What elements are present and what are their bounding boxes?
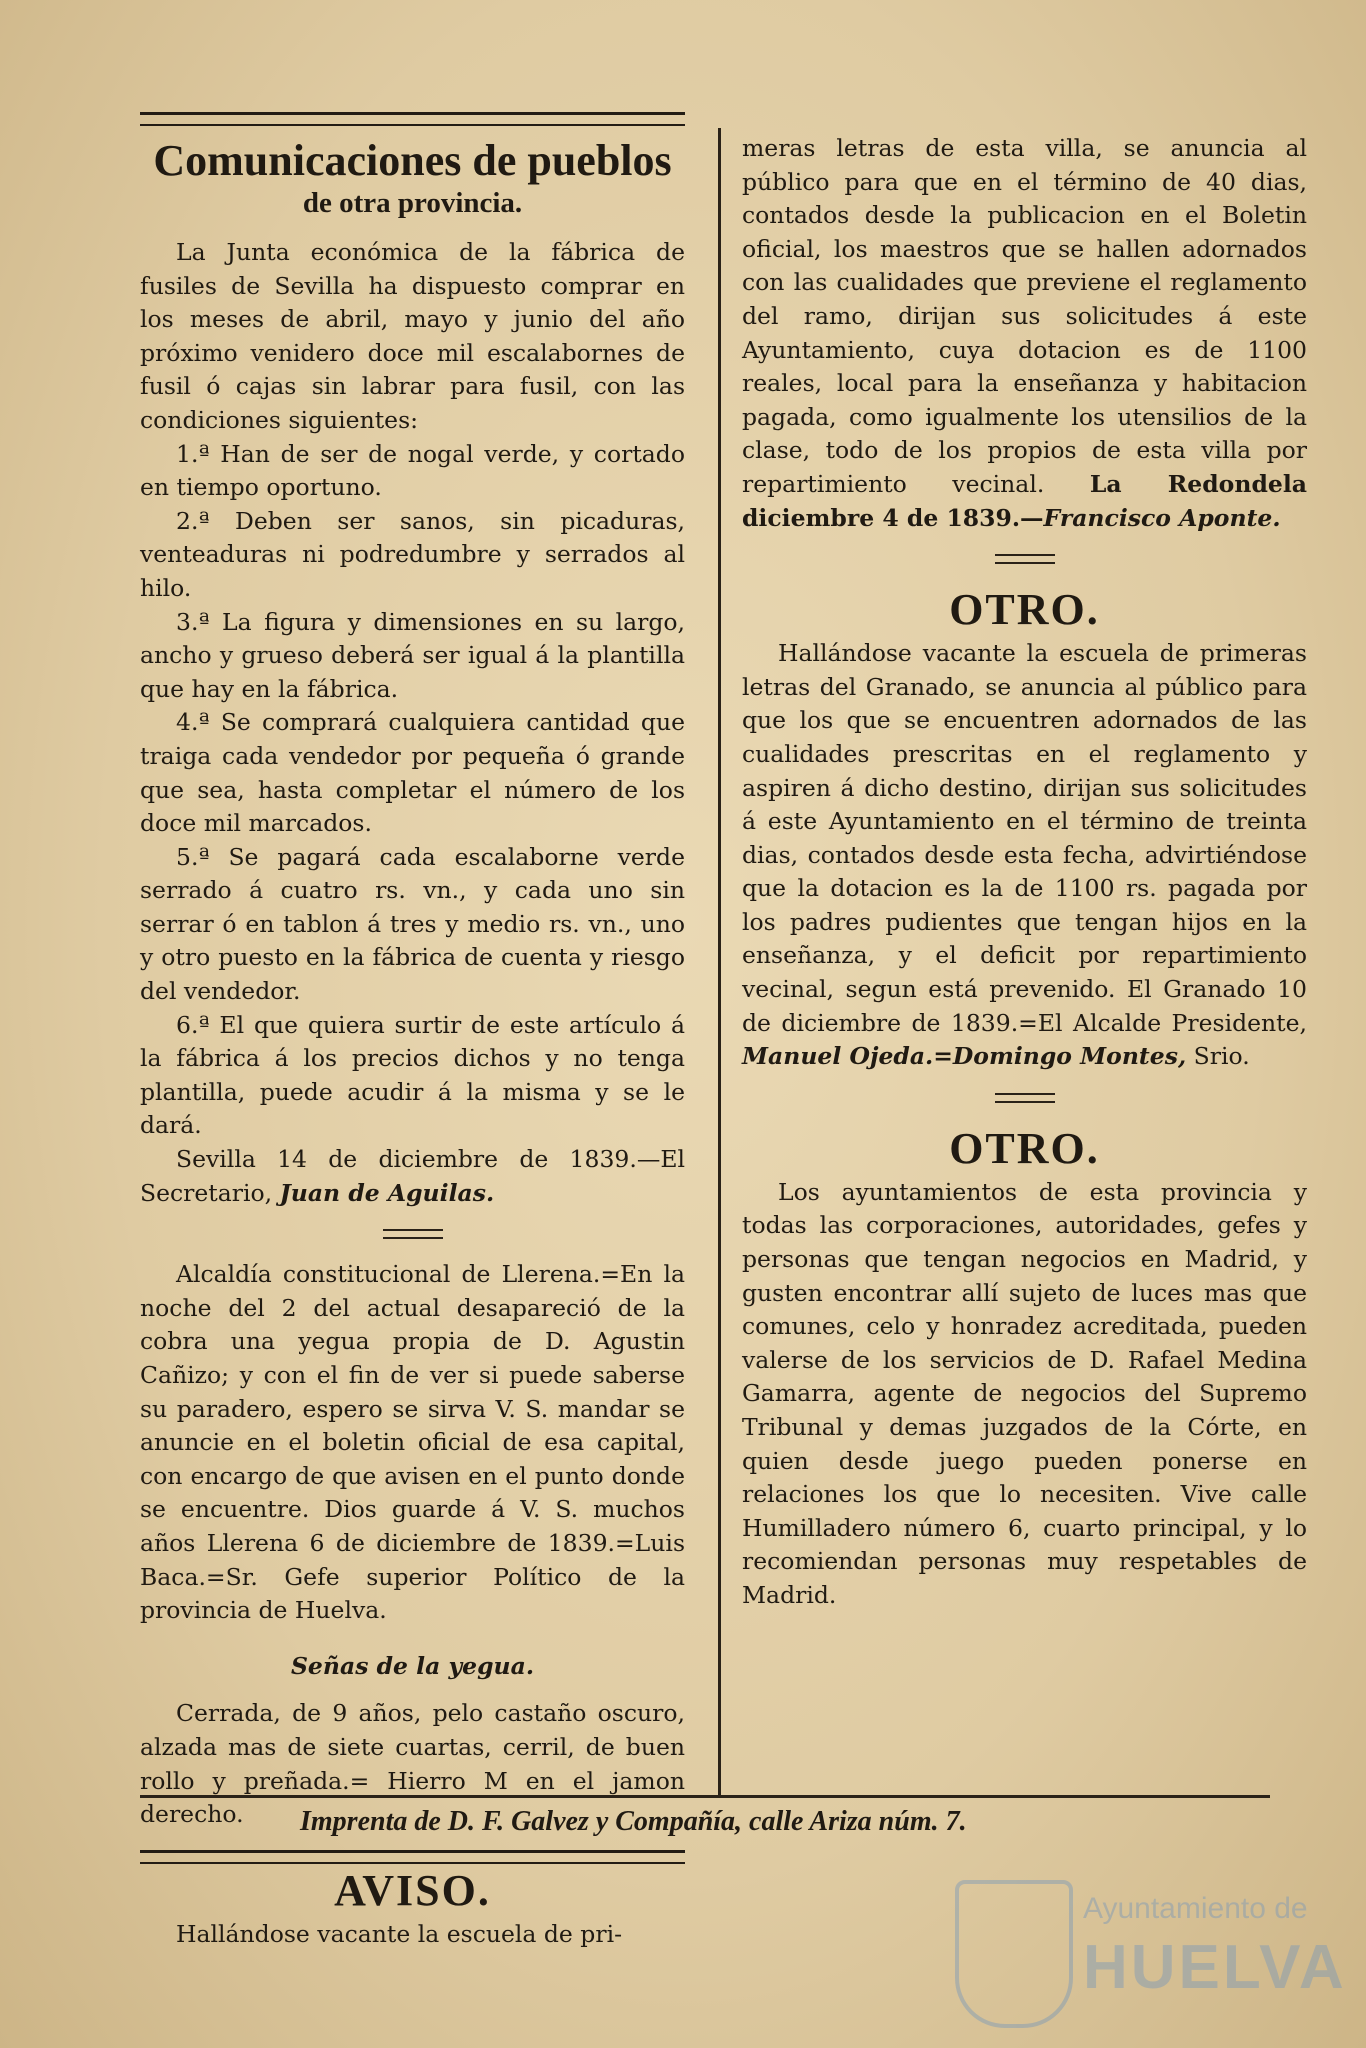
aviso-text: Hallándose vacante la escuela de pri- [176,1919,623,1948]
coat-of-arms-icon [955,1880,1073,2028]
condition-4: 4.ª Se comprará cualquiera cantidad que traiga cada vendedor por pequeña ó grande que sea, hasta completar el número de los doce mil marcados. [140,708,685,838]
junta-closing [140,1143,685,1210]
condition-6: 6.ª El que quiera surtir de este artículo á la fábrica á los precios dichos y no tenga plantilla, puede acudir á la misma y se le dará. [140,1010,685,1140]
left-column [140,112,685,1951]
closing-text: Sevilla 14 de diciembre de 1839.—El Secretario, [140,1145,685,1207]
aviso-double-rule [140,1850,685,1864]
watermark-line-2: HUELVA [1083,1933,1347,2002]
condition-5: 5.ª Se pagará cada escalaborne verde serrado á cuatro rs. vn., y cada uno sin serrar ó en tablon á tres y medio rs. vn., uno y otro puesto en la fábrica de cuenta y riesgo del vendedor. [140,842,685,1006]
separator [742,1074,1307,1122]
senas-text: Cerrada, de 9 años, pelo castaño oscuro, alzada mas de siete cuartas, cerril, de buen rollo y preñada.= Hierro M en el jamon derecho. [140,1699,685,1829]
junta-intro: La Junta económica de la fábrica de fusiles de Sevilla ha dispuesto comprar en los meses de abril, mayo y junio del año próximo venidero doce mil escalabornes de fusil ó cajas sin labrar para fusil, con las condiciones siguientes: [140,238,685,434]
granado-signature: Manuel Ojeda.=Domingo Montes, [742,1042,1187,1071]
separator [742,535,1307,583]
separator [140,1210,685,1258]
section-title: Comunicaciones de pueblos [153,136,672,185]
redondela-close: La Redondela diciembre 4 de 1839.— [742,469,1307,532]
watermark [955,1880,1347,2030]
column-divider [718,128,721,1796]
otro-title-2: OTRO. [949,1123,1100,1173]
condition-3: 3.ª La figura y dimensiones en su largo, ancho y grueso deberá ser igual á la plantilla que hay en la fábrica. [140,607,685,703]
agent-notice: Los ayuntamientos de esta provincia y todas las corporaciones, autoridades, gefes y personas que tengan negocios en Madrid, y gusten encontrar allí sujeto de luces mas que comunes, celo y honradez acreditada, pueden valerse de los servicios de D. Rafael Medina Gamarra, agente de negocios del Supremo Tribunal y demas juzgados de la Córte, en quien desde juego pueden ponerse en relaciones los que lo necesiten. Vive calle Humilladero número 6, cuarto principal, y lo recomiendan personas muy respetables de Madrid. [742,1177,1307,1609]
signature: Juan de Aguilas. [279,1178,495,1207]
redondela-signature: Francisco Aponte. [1043,503,1281,532]
top-double-rule [140,112,685,126]
granado-end: Srio. [1193,1042,1250,1071]
aviso-title: AVISO. [334,1865,491,1915]
llerena-notice: Alcaldía constitucional de Llerena.=En la noche del 2 del actual desapareció de la cobra una yegua propia de D. Agustin Cañizo; y con el fin de ver si puede saberse su paradero, espero se sirva V. S. mandar se anuncie en el boletin oficial de esa capital, con encargo de que avisen en el punto donde se encuentre. Dios guarde á V. S. muchos años Llerena 6 de diciembre de 1839.=Luis Baca.=Sr. Gefe superior Político de la provincia de Huelva. [140,1260,685,1625]
otro-title-1: OTRO. [949,585,1100,635]
condition-1: 1.ª Han de ser de nogal verde, y cortado en tiempo oportuno. [140,439,685,502]
printer-footer: Imprenta de D. F. Galvez y Compañía, calle Ariza núm. 7. [300,1806,967,1837]
granado-text: Hallándose vacante la escuela de primeras letras del Granado, se anuncia al público para que los que se encuentren adornados de las cualidades prescritas en el reglamento y aspiren á dicho destino, dirijan sus solicitudes á este Ayuntamiento en el término de treinta dias, contados desde esta fecha, advirtiéndose que la dotacion es la de 1100 rs. pagada por los padres pudientes que tengan hijos en la enseñanza, y el deficit por repartimiento vecinal, segun está prevenido. El Granado 10 de diciembre de 1839.=El Alcalde Presidente, [742,639,1307,1037]
granado-notice [742,637,1307,1074]
condition-2: 2.ª Deben ser sanos, sin picaduras, venteaduras ni podredumbre y serrados al hilo. [140,506,685,602]
section-subtitle: de otra provincia. [302,187,523,219]
bottom-rule [140,1795,1270,1798]
watermark-line-1: Ayuntamiento de [1083,1892,1308,1925]
senas-heading: Señas de la yegua. [290,1651,535,1680]
redondela-notice [742,132,1307,535]
right-column [742,132,1307,1613]
redondela-text: meras letras de esta villa, se anuncia al público para que en el término de 40 dias, contados desde la publicacion en el Boletin oficial, los maestros que se hallen adornados con las cualidades que previene el reglamento del ramo, dirijan sus solicitudes á este Ayuntamiento, cuya dotacion es de 1100 reales, local para la enseñanza y habitacion pagada, como igualmente los utensilios de la clase, todo de los propios de esta villa por repartimiento vecinal. [742,134,1307,498]
